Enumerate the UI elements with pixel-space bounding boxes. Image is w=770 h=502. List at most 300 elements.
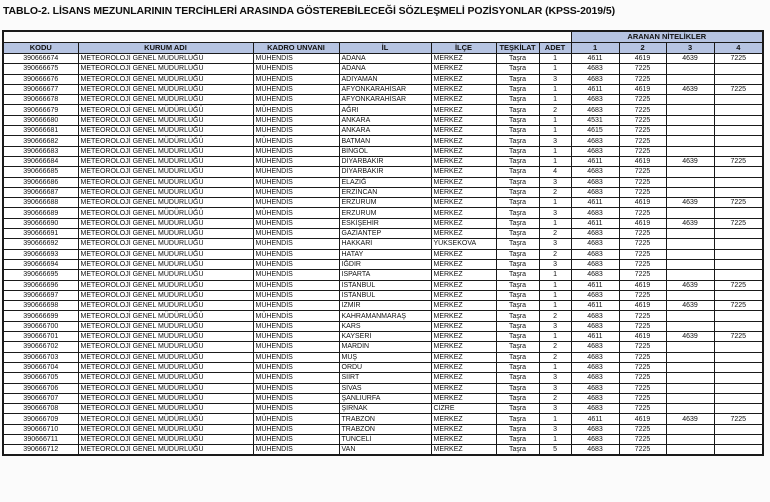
cell-nitelik-1: 4531 bbox=[571, 115, 619, 125]
cell-kadro-unvani: MÜHENDİS bbox=[253, 270, 339, 280]
cell-adet: 3 bbox=[539, 321, 571, 331]
cell-kurum-adi: METEOROLOJİ GENEL MÜDÜRLÜĞÜ bbox=[78, 362, 253, 372]
table-row bbox=[3, 126, 763, 136]
cell-ilce: MERKEZ bbox=[431, 177, 496, 187]
table-row bbox=[3, 301, 763, 311]
cell-nitelik-1: 4683 bbox=[571, 146, 619, 156]
cell-nitelik-2: 7225 bbox=[619, 208, 666, 218]
cell-teskilat: Taşra bbox=[496, 280, 539, 290]
cell-nitelik-1: 4683 bbox=[571, 64, 619, 74]
cell-nitelik-1: 4683 bbox=[571, 229, 619, 239]
cell-kodu: 390666708 bbox=[3, 404, 78, 414]
table-row bbox=[3, 229, 763, 239]
cell-kodu: 390666686 bbox=[3, 177, 78, 187]
cell-kodu: 390666678 bbox=[3, 95, 78, 105]
cell-nitelik-2: 7225 bbox=[619, 352, 666, 362]
cell-nitelik-1: 4611 bbox=[571, 280, 619, 290]
cell-nitelik-1: 4611 bbox=[571, 301, 619, 311]
cell-kodu: 390666710 bbox=[3, 424, 78, 434]
cell-kodu: 390666702 bbox=[3, 342, 78, 352]
cell-nitelik-2: 7225 bbox=[619, 321, 666, 331]
cell-kadro-unvani: MÜHENDİS bbox=[253, 115, 339, 125]
cell-teskilat: Taşra bbox=[496, 290, 539, 300]
table-row bbox=[3, 434, 763, 444]
cell-nitelik-1: 4683 bbox=[571, 342, 619, 352]
cell-kurum-adi: METEOROLOJİ GENEL MÜDÜRLÜĞÜ bbox=[78, 187, 253, 197]
cell-kurum-adi: METEOROLOJİ GENEL MÜDÜRLÜĞÜ bbox=[78, 342, 253, 352]
cell-adet: 1 bbox=[539, 362, 571, 372]
cell-il: ERZURUM bbox=[339, 198, 431, 208]
cell-nitelik-4 bbox=[714, 126, 763, 136]
cell-kadro-unvani: MÜHENDİS bbox=[253, 342, 339, 352]
cell-ilce: MERKEZ bbox=[431, 321, 496, 331]
cell-kodu: 390666695 bbox=[3, 270, 78, 280]
cell-kodu: 390666707 bbox=[3, 393, 78, 403]
cell-kadro-unvani: MÜHENDİS bbox=[253, 301, 339, 311]
cell-nitelik-1: 4683 bbox=[571, 383, 619, 393]
cell-nitelik-2: 7225 bbox=[619, 362, 666, 372]
cell-nitelik-2: 7225 bbox=[619, 64, 666, 74]
cell-nitelik-4 bbox=[714, 445, 763, 455]
cell-adet: 3 bbox=[539, 239, 571, 249]
cell-nitelik-2: 4619 bbox=[619, 54, 666, 64]
cell-ilce: MERKEZ bbox=[431, 311, 496, 321]
cell-nitelik-2: 7225 bbox=[619, 404, 666, 414]
cell-teskilat: Taşra bbox=[496, 115, 539, 125]
cell-nitelik-3 bbox=[666, 362, 714, 372]
cell-ilce: MERKEZ bbox=[431, 146, 496, 156]
cell-kurum-adi: METEOROLOJİ GENEL MÜDÜRLÜĞÜ bbox=[78, 156, 253, 166]
cell-nitelik-1: 4611 bbox=[571, 218, 619, 228]
cell-teskilat: Taşra bbox=[496, 424, 539, 434]
cell-il: ERZURUM bbox=[339, 208, 431, 218]
column-header-ilce: İLÇE bbox=[431, 43, 496, 54]
cell-kurum-adi: METEOROLOJİ GENEL MÜDÜRLÜĞÜ bbox=[78, 393, 253, 403]
cell-nitelik-3 bbox=[666, 187, 714, 197]
cell-nitelik-1: 4611 bbox=[571, 156, 619, 166]
cell-adet: 1 bbox=[539, 414, 571, 424]
cell-teskilat: Taşra bbox=[496, 362, 539, 372]
cell-nitelik-2: 7225 bbox=[619, 239, 666, 249]
cell-teskilat: Taşra bbox=[496, 270, 539, 280]
cell-nitelik-2: 7225 bbox=[619, 424, 666, 434]
column-header-adet: ADET bbox=[539, 43, 571, 54]
cell-nitelik-3: 4639 bbox=[666, 54, 714, 64]
cell-nitelik-1: 4683 bbox=[571, 249, 619, 259]
cell-nitelik-1: 4683 bbox=[571, 95, 619, 105]
cell-kurum-adi: METEOROLOJİ GENEL MÜDÜRLÜĞÜ bbox=[78, 198, 253, 208]
cell-teskilat: Taşra bbox=[496, 311, 539, 321]
cell-teskilat: Taşra bbox=[496, 64, 539, 74]
cell-nitelik-1: 4683 bbox=[571, 311, 619, 321]
table-row bbox=[3, 393, 763, 403]
cell-nitelik-1: 4683 bbox=[571, 177, 619, 187]
positions-table bbox=[2, 30, 764, 456]
cell-nitelik-4 bbox=[714, 115, 763, 125]
cell-teskilat: Taşra bbox=[496, 198, 539, 208]
cell-nitelik-1: 4683 bbox=[571, 290, 619, 300]
cell-kadro-unvani: MÜHENDİS bbox=[253, 54, 339, 64]
cell-adet: 2 bbox=[539, 187, 571, 197]
cell-nitelik-4: 7225 bbox=[714, 198, 763, 208]
cell-teskilat: Taşra bbox=[496, 321, 539, 331]
cell-kadro-unvani: MÜHENDİS bbox=[253, 136, 339, 146]
cell-kurum-adi: METEOROLOJİ GENEL MÜDÜRLÜĞÜ bbox=[78, 249, 253, 259]
table-row bbox=[3, 332, 763, 342]
cell-il: BİNGÖL bbox=[339, 146, 431, 156]
cell-kadro-unvani: MÜHENDİS bbox=[253, 332, 339, 342]
cell-nitelik-2: 7225 bbox=[619, 342, 666, 352]
cell-nitelik-4 bbox=[714, 167, 763, 177]
cell-nitelik-3 bbox=[666, 342, 714, 352]
cell-il: İSTANBUL bbox=[339, 290, 431, 300]
cell-kadro-unvani: MÜHENDİS bbox=[253, 74, 339, 84]
cell-il: TRABZON bbox=[339, 414, 431, 424]
cell-nitelik-3 bbox=[666, 270, 714, 280]
cell-ilce: MERKEZ bbox=[431, 95, 496, 105]
cell-kadro-unvani: MÜHENDİS bbox=[253, 208, 339, 218]
cell-nitelik-3: 4639 bbox=[666, 84, 714, 94]
cell-kodu: 390666682 bbox=[3, 136, 78, 146]
cell-kadro-unvani: MÜHENDİS bbox=[253, 352, 339, 362]
cell-teskilat: Taşra bbox=[496, 54, 539, 64]
cell-teskilat: Taşra bbox=[496, 249, 539, 259]
table-row bbox=[3, 249, 763, 259]
cell-kadro-unvani: MÜHENDİS bbox=[253, 229, 339, 239]
cell-ilce: MERKEZ bbox=[431, 383, 496, 393]
cell-nitelik-3 bbox=[666, 393, 714, 403]
cell-kurum-adi: METEOROLOJİ GENEL MÜDÜRLÜĞÜ bbox=[78, 146, 253, 156]
table-row bbox=[3, 64, 763, 74]
cell-kurum-adi: METEOROLOJİ GENEL MÜDÜRLÜĞÜ bbox=[78, 445, 253, 455]
cell-teskilat: Taşra bbox=[496, 84, 539, 94]
cell-nitelik-4: 7225 bbox=[714, 280, 763, 290]
cell-il: AFYONKARAHİSAR bbox=[339, 84, 431, 94]
cell-nitelik-1: 4683 bbox=[571, 187, 619, 197]
cell-nitelik-3 bbox=[666, 64, 714, 74]
table-row bbox=[3, 373, 763, 383]
header-spacer bbox=[3, 31, 571, 43]
cell-il: DİYARBAKIR bbox=[339, 167, 431, 177]
table-row bbox=[3, 352, 763, 362]
cell-nitelik-4: 7225 bbox=[714, 54, 763, 64]
cell-adet: 1 bbox=[539, 332, 571, 342]
cell-kurum-adi: METEOROLOJİ GENEL MÜDÜRLÜĞÜ bbox=[78, 290, 253, 300]
cell-il: ELAZIĞ bbox=[339, 177, 431, 187]
cell-adet: 1 bbox=[539, 434, 571, 444]
cell-kodu: 390666697 bbox=[3, 290, 78, 300]
cell-kadro-unvani: MÜHENDİS bbox=[253, 362, 339, 372]
column-header-nitelik-1: 1 bbox=[571, 43, 619, 54]
cell-kurum-adi: METEOROLOJİ GENEL MÜDÜRLÜĞÜ bbox=[78, 424, 253, 434]
cell-kurum-adi: METEOROLOJİ GENEL MÜDÜRLÜĞÜ bbox=[78, 218, 253, 228]
cell-nitelik-3 bbox=[666, 311, 714, 321]
cell-il: ADANA bbox=[339, 54, 431, 64]
cell-adet: 3 bbox=[539, 177, 571, 187]
cell-kurum-adi: METEOROLOJİ GENEL MÜDÜRLÜĞÜ bbox=[78, 84, 253, 94]
cell-adet: 4 bbox=[539, 167, 571, 177]
cell-ilce: MERKEZ bbox=[431, 64, 496, 74]
cell-teskilat: Taşra bbox=[496, 383, 539, 393]
cell-teskilat: Taşra bbox=[496, 373, 539, 383]
cell-kadro-unvani: MÜHENDİS bbox=[253, 239, 339, 249]
cell-nitelik-4 bbox=[714, 311, 763, 321]
cell-nitelik-4 bbox=[714, 321, 763, 331]
cell-kodu: 390666679 bbox=[3, 105, 78, 115]
cell-kadro-unvani: MÜHENDİS bbox=[253, 383, 339, 393]
cell-kodu: 390666680 bbox=[3, 115, 78, 125]
cell-nitelik-1: 4683 bbox=[571, 259, 619, 269]
cell-nitelik-3 bbox=[666, 404, 714, 414]
table-row bbox=[3, 424, 763, 434]
cell-nitelik-1: 4611 bbox=[571, 198, 619, 208]
cell-il: GAZİANTEP bbox=[339, 229, 431, 239]
cell-nitelik-3 bbox=[666, 424, 714, 434]
cell-nitelik-1: 4615 bbox=[571, 126, 619, 136]
cell-kurum-adi: METEOROLOJİ GENEL MÜDÜRLÜĞÜ bbox=[78, 404, 253, 414]
cell-nitelik-3 bbox=[666, 383, 714, 393]
cell-ilce: MERKEZ bbox=[431, 84, 496, 94]
cell-adet: 3 bbox=[539, 136, 571, 146]
cell-kodu: 390666692 bbox=[3, 239, 78, 249]
cell-nitelik-3 bbox=[666, 239, 714, 249]
cell-teskilat: Taşra bbox=[496, 352, 539, 362]
cell-kadro-unvani: MÜHENDİS bbox=[253, 105, 339, 115]
column-header-nitelik-4: 4 bbox=[714, 43, 763, 54]
cell-nitelik-4 bbox=[714, 404, 763, 414]
cell-ilce: MERKEZ bbox=[431, 156, 496, 166]
cell-il: İZMİR bbox=[339, 301, 431, 311]
cell-nitelik-1: 4683 bbox=[571, 404, 619, 414]
cell-nitelik-4 bbox=[714, 136, 763, 146]
cell-nitelik-4 bbox=[714, 352, 763, 362]
cell-nitelik-4 bbox=[714, 64, 763, 74]
cell-adet: 3 bbox=[539, 373, 571, 383]
cell-kodu: 390666691 bbox=[3, 229, 78, 239]
cell-teskilat: Taşra bbox=[496, 259, 539, 269]
cell-kadro-unvani: MÜHENDİS bbox=[253, 393, 339, 403]
cell-adet: 1 bbox=[539, 146, 571, 156]
cell-nitelik-4 bbox=[714, 362, 763, 372]
cell-adet: 2 bbox=[539, 229, 571, 239]
cell-kodu: 390666677 bbox=[3, 84, 78, 94]
cell-nitelik-3 bbox=[666, 445, 714, 455]
cell-nitelik-2: 7225 bbox=[619, 177, 666, 187]
cell-nitelik-2: 7225 bbox=[619, 259, 666, 269]
cell-nitelik-1: 4683 bbox=[571, 74, 619, 84]
cell-kodu: 390666674 bbox=[3, 54, 78, 64]
cell-ilce: MERKEZ bbox=[431, 115, 496, 125]
table-row bbox=[3, 414, 763, 424]
cell-teskilat: Taşra bbox=[496, 414, 539, 424]
cell-nitelik-4 bbox=[714, 208, 763, 218]
cell-ilce: MERKEZ bbox=[431, 126, 496, 136]
cell-ilce: MERKEZ bbox=[431, 105, 496, 115]
cell-il: HAKKARİ bbox=[339, 239, 431, 249]
cell-kodu: 390666705 bbox=[3, 373, 78, 383]
cell-nitelik-1: 4683 bbox=[571, 136, 619, 146]
cell-nitelik-4 bbox=[714, 74, 763, 84]
cell-nitelik-1: 4683 bbox=[571, 445, 619, 455]
cell-il: ESKİŞEHİR bbox=[339, 218, 431, 228]
cell-teskilat: Taşra bbox=[496, 126, 539, 136]
page-title: TABLO-2. LİSANS MEZUNLARININ TERCİHLERİ ARASINDA GÖSTEREBİLECEĞİ SÖZLEŞMELİ POZİSYONLAR (KPSS-2019/5) bbox=[3, 5, 615, 17]
cell-kadro-unvani: MÜHENDİS bbox=[253, 311, 339, 321]
cell-teskilat: Taşra bbox=[496, 146, 539, 156]
table-row bbox=[3, 95, 763, 105]
cell-ilce: MERKEZ bbox=[431, 270, 496, 280]
cell-ilce: MERKEZ bbox=[431, 218, 496, 228]
cell-kadro-unvani: MÜHENDİS bbox=[253, 95, 339, 105]
cell-nitelik-2: 7225 bbox=[619, 311, 666, 321]
cell-teskilat: Taşra bbox=[496, 445, 539, 455]
cell-teskilat: Taşra bbox=[496, 393, 539, 403]
cell-kadro-unvani: MÜHENDİS bbox=[253, 445, 339, 455]
table-body bbox=[3, 54, 763, 456]
cell-nitelik-4: 7225 bbox=[714, 156, 763, 166]
cell-teskilat: Taşra bbox=[496, 95, 539, 105]
cell-teskilat: Taşra bbox=[496, 156, 539, 166]
cell-teskilat: Taşra bbox=[496, 229, 539, 239]
cell-nitelik-4 bbox=[714, 290, 763, 300]
cell-ilce: MERKEZ bbox=[431, 249, 496, 259]
cell-nitelik-3 bbox=[666, 95, 714, 105]
cell-ilce: MERKEZ bbox=[431, 342, 496, 352]
cell-nitelik-2: 7225 bbox=[619, 383, 666, 393]
cell-nitelik-3 bbox=[666, 249, 714, 259]
cell-il: SİİRT bbox=[339, 373, 431, 383]
cell-kurum-adi: METEOROLOJİ GENEL MÜDÜRLÜĞÜ bbox=[78, 373, 253, 383]
cell-kurum-adi: METEOROLOJİ GENEL MÜDÜRLÜĞÜ bbox=[78, 167, 253, 177]
cell-kadro-unvani: MÜHENDİS bbox=[253, 126, 339, 136]
cell-ilce: MERKEZ bbox=[431, 290, 496, 300]
cell-ilce: MERKEZ bbox=[431, 54, 496, 64]
cell-nitelik-1: 4683 bbox=[571, 321, 619, 331]
cell-ilce: MERKEZ bbox=[431, 167, 496, 177]
cell-kurum-adi: METEOROLOJİ GENEL MÜDÜRLÜĞÜ bbox=[78, 414, 253, 424]
cell-kurum-adi: METEOROLOJİ GENEL MÜDÜRLÜĞÜ bbox=[78, 383, 253, 393]
cell-adet: 2 bbox=[539, 105, 571, 115]
cell-nitelik-3 bbox=[666, 208, 714, 218]
cell-kodu: 390666690 bbox=[3, 218, 78, 228]
table-row bbox=[3, 311, 763, 321]
cell-nitelik-1: 4683 bbox=[571, 434, 619, 444]
column-header-row bbox=[3, 43, 763, 54]
cell-nitelik-3 bbox=[666, 290, 714, 300]
cell-nitelik-4 bbox=[714, 259, 763, 269]
cell-il: ADANA bbox=[339, 64, 431, 74]
cell-kadro-unvani: MÜHENDİS bbox=[253, 146, 339, 156]
table-row bbox=[3, 115, 763, 125]
cell-teskilat: Taşra bbox=[496, 301, 539, 311]
cell-teskilat: Taşra bbox=[496, 177, 539, 187]
cell-adet: 3 bbox=[539, 259, 571, 269]
cell-adet: 2 bbox=[539, 352, 571, 362]
cell-nitelik-4: 7225 bbox=[714, 301, 763, 311]
cell-kurum-adi: METEOROLOJİ GENEL MÜDÜRLÜĞÜ bbox=[78, 177, 253, 187]
cell-kurum-adi: METEOROLOJİ GENEL MÜDÜRLÜĞÜ bbox=[78, 332, 253, 342]
cell-kadro-unvani: MÜHENDİS bbox=[253, 321, 339, 331]
cell-nitelik-3: 4639 bbox=[666, 332, 714, 342]
cell-nitelik-3 bbox=[666, 105, 714, 115]
cell-teskilat: Taşra bbox=[496, 342, 539, 352]
cell-nitelik-2: 4619 bbox=[619, 198, 666, 208]
cell-nitelik-2: 7225 bbox=[619, 126, 666, 136]
cell-kodu: 390666700 bbox=[3, 321, 78, 331]
cell-adet: 3 bbox=[539, 383, 571, 393]
cell-nitelik-2: 7225 bbox=[619, 115, 666, 125]
cell-kadro-unvani: MÜHENDİS bbox=[253, 249, 339, 259]
cell-il: MUŞ bbox=[339, 352, 431, 362]
cell-kodu: 390666683 bbox=[3, 146, 78, 156]
cell-kadro-unvani: MÜHENDİS bbox=[253, 177, 339, 187]
cell-nitelik-3 bbox=[666, 126, 714, 136]
cell-nitelik-2: 4619 bbox=[619, 156, 666, 166]
cell-kurum-adi: METEOROLOJİ GENEL MÜDÜRLÜĞÜ bbox=[78, 136, 253, 146]
cell-il: AĞRI bbox=[339, 105, 431, 115]
cell-kodu: 390666676 bbox=[3, 74, 78, 84]
cell-kadro-unvani: MÜHENDİS bbox=[253, 64, 339, 74]
cell-nitelik-3 bbox=[666, 321, 714, 331]
cell-nitelik-3: 4639 bbox=[666, 198, 714, 208]
cell-nitelik-1: 4611 bbox=[571, 84, 619, 94]
cell-nitelik-2: 7225 bbox=[619, 270, 666, 280]
cell-adet: 5 bbox=[539, 445, 571, 455]
cell-kadro-unvani: MÜHENDİS bbox=[253, 187, 339, 197]
cell-adet: 1 bbox=[539, 126, 571, 136]
cell-nitelik-4: 7225 bbox=[714, 84, 763, 94]
table-row bbox=[3, 198, 763, 208]
cell-nitelik-3 bbox=[666, 177, 714, 187]
cell-kurum-adi: METEOROLOJİ GENEL MÜDÜRLÜĞÜ bbox=[78, 126, 253, 136]
cell-kodu: 390666703 bbox=[3, 352, 78, 362]
cell-nitelik-2: 7225 bbox=[619, 290, 666, 300]
cell-ilce: MERKEZ bbox=[431, 445, 496, 455]
cell-nitelik-3 bbox=[666, 352, 714, 362]
cell-ilce: MERKEZ bbox=[431, 424, 496, 434]
cell-nitelik-1: 4683 bbox=[571, 208, 619, 218]
column-header-il: İL bbox=[339, 43, 431, 54]
cell-il: IĞDIR bbox=[339, 259, 431, 269]
table-row bbox=[3, 136, 763, 146]
cell-nitelik-4 bbox=[714, 105, 763, 115]
column-header-kodu: KODU bbox=[3, 43, 78, 54]
cell-il: ŞANLIURFA bbox=[339, 393, 431, 403]
table-row bbox=[3, 167, 763, 177]
cell-nitelik-2: 7225 bbox=[619, 229, 666, 239]
cell-nitelik-4 bbox=[714, 373, 763, 383]
cell-kodu: 390666701 bbox=[3, 332, 78, 342]
cell-kadro-unvani: MÜHENDİS bbox=[253, 424, 339, 434]
column-header-nitelik-3: 3 bbox=[666, 43, 714, 54]
table-row bbox=[3, 146, 763, 156]
cell-kodu: 390666693 bbox=[3, 249, 78, 259]
cell-adet: 3 bbox=[539, 404, 571, 414]
table-row bbox=[3, 342, 763, 352]
cell-teskilat: Taşra bbox=[496, 167, 539, 177]
table-row bbox=[3, 404, 763, 414]
cell-il: KARS bbox=[339, 321, 431, 331]
cell-nitelik-4 bbox=[714, 249, 763, 259]
cell-ilce: MERKEZ bbox=[431, 229, 496, 239]
cell-nitelik-2: 7225 bbox=[619, 146, 666, 156]
cell-teskilat: Taşra bbox=[496, 208, 539, 218]
cell-adet: 1 bbox=[539, 64, 571, 74]
cell-adet: 2 bbox=[539, 249, 571, 259]
cell-nitelik-2: 7225 bbox=[619, 373, 666, 383]
cell-kodu: 390666706 bbox=[3, 383, 78, 393]
table-row bbox=[3, 259, 763, 269]
